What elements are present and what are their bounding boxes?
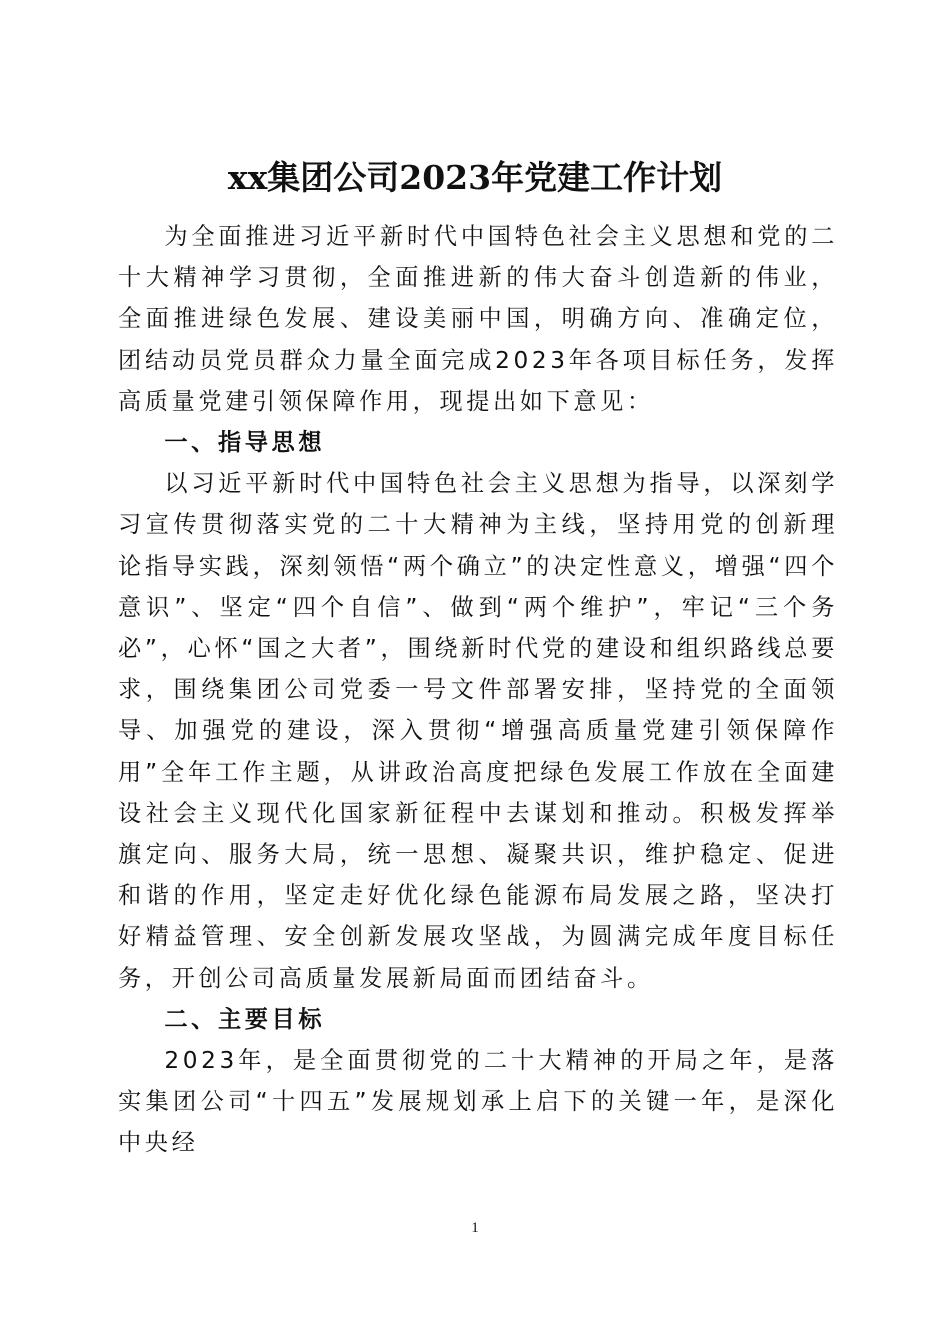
document-title: xx集团公司2023年党建工作计划: [227, 158, 723, 197]
section-heading-guiding-ideology: 一、指导思想: [164, 429, 326, 457]
main-goals-paragraph: 2023年，是全面贯彻党的二十大精神的开局之年，是落实集团公司“十四五”发展规划承上启下的关键一年，是深化中央经: [118, 1047, 838, 1157]
intro-paragraph: 为全面推进习近平新时代中国特色社会主义思想和党的二十大精神学习贯彻，全面推进新的伟大奋斗创造新的伟业，全面推进绿色发展、建设美丽中国，明确方向、准确定位，团结动员党员群众力量全面完成2023年各项目标任务，发挥高质量党建引领保障作用，现提出如下意见：: [118, 223, 838, 415]
guiding-ideology-paragraph: 以习近平新时代中国特色社会主义思想为指导，以深刻学习宣传贯彻落实党的二十大精神为主线，坚持用党的创新理论指导实践，深刻领悟“两个确立”的决定性意义，增强“四个意识”、坚定“四个自信”、做到“两个维护”，牢记“三个务必”，心怀“国之大者”，围绕新时代党的建设和组织路线总要求，围绕集团公司党委一号文件部署安排，坚持党的全面领导、加强党的建设，深入贯彻“增强高质量党建引领保障作用”全年工作主题，从讲政治高度把绿色发展工作放在全面建设社会主义现代化国家新征程中去谋划和推动。积极发挥举旗定向、服务大局，统一思想、凝聚共识，维护稳定、促进和谐的作用，坚定走好优化绿色能源布局发展之路，坚决打好精益管理、安全创新发展攻坚战，为圆满完成年度目标任务，开创公司高质量发展新局面而团结奋斗。: [118, 470, 838, 992]
section-heading-main-goals: 二、主要目标: [164, 1005, 326, 1033]
document-body: [118, 216, 838, 1164]
page-number: 1: [471, 1220, 479, 1236]
